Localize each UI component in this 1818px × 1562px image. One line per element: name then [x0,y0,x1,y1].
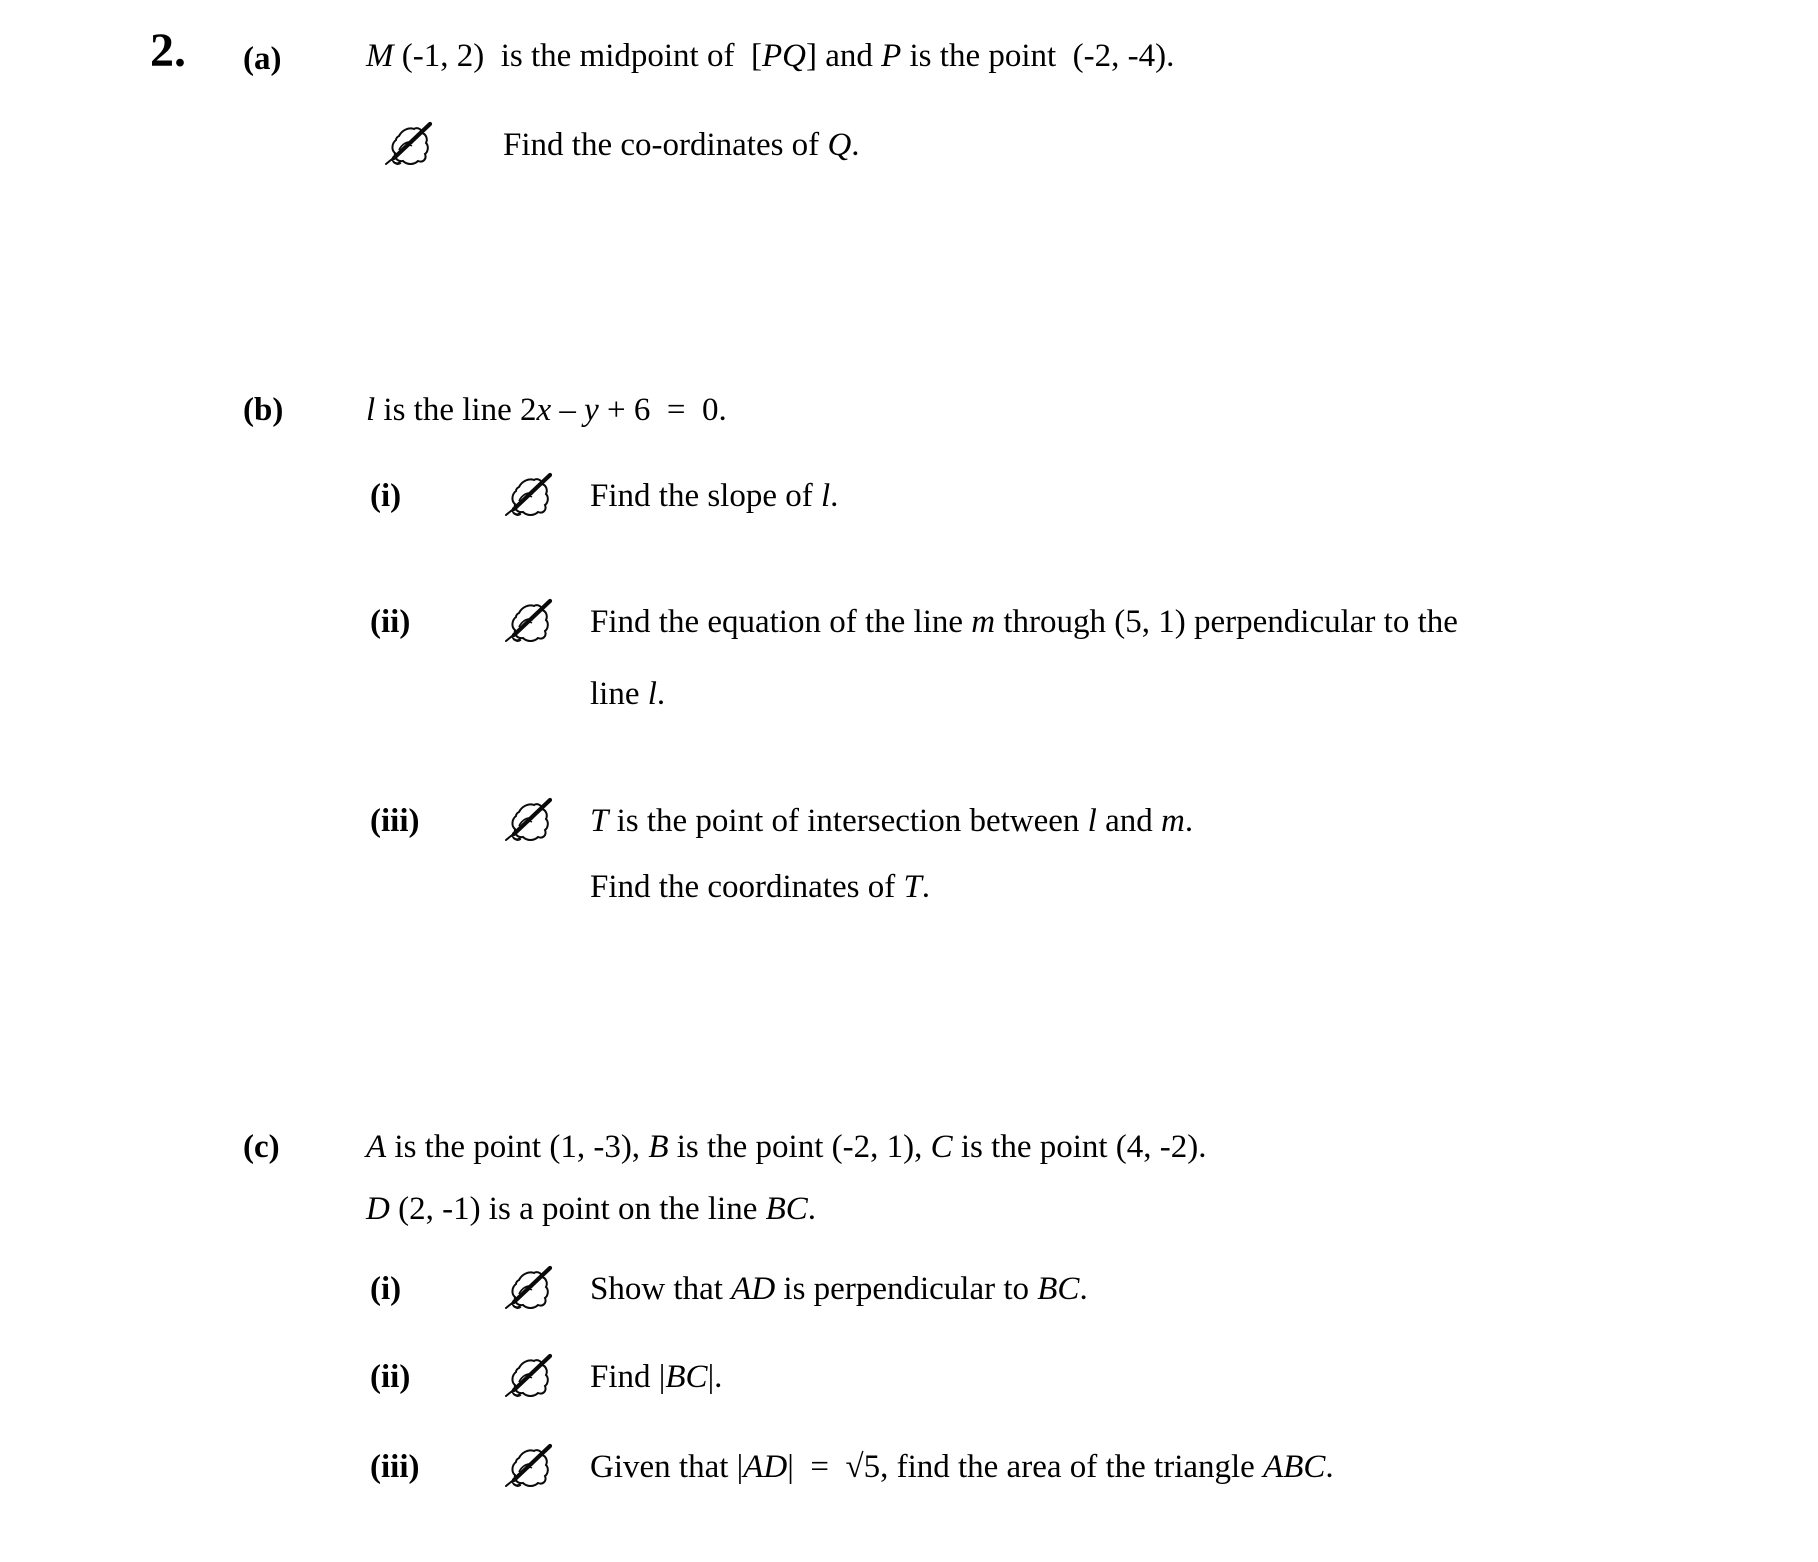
question-number: 2. [150,24,186,77]
item-label-c-iii: (iii) [370,1449,420,1485]
item-b-ii-line2: line l. [590,676,666,712]
item-b-iii-line2: Find the coordinates of T. [590,869,931,905]
part-label-b: (b) [243,392,284,428]
item-c-iii-line: Given that |AD| = √5, find the area of the triangle ABC. [590,1449,1334,1485]
writing-hand-icon [503,1264,553,1310]
item-c-i-line: Show that AD is perpendicular to BC. [590,1271,1088,1307]
part-c-intro-1: A is the point (1, -3), B is the point (-2, 1), C is the point (4, -2). [366,1129,1207,1165]
part-a-task: Find the co-ordinates of Q. [503,127,860,163]
writing-hand-icon [503,471,553,517]
item-label-c-ii: (ii) [370,1359,411,1395]
item-label-b-ii: (ii) [370,604,411,640]
part-b-intro: l is the line 2x – y + 6 = 0. [366,392,727,428]
writing-hand-icon [503,1352,553,1398]
item-label-c-i: (i) [370,1271,402,1307]
part-label-a: (a) [243,41,282,77]
writing-hand-icon [383,120,433,166]
writing-hand-icon [503,796,553,842]
writing-hand-icon [503,597,553,643]
item-b-i-line: Find the slope of l. [590,478,839,514]
item-b-ii-line1: Find the equation of the line m through (5, 1) perpendicular to the [590,604,1458,640]
item-c-ii-line: Find |BC|. [590,1359,723,1395]
part-label-c: (c) [243,1129,280,1165]
part-a-intro: M (-1, 2) is the midpoint of [PQ] and P is the point (-2, -4). [366,38,1175,74]
part-c-intro-2: D (2, -1) is a point on the line BC. [366,1191,817,1227]
item-label-b-i: (i) [370,478,402,514]
item-label-b-iii: (iii) [370,803,420,839]
item-b-iii-line1: T is the point of intersection between l and m. [590,803,1194,839]
writing-hand-icon [503,1442,553,1488]
